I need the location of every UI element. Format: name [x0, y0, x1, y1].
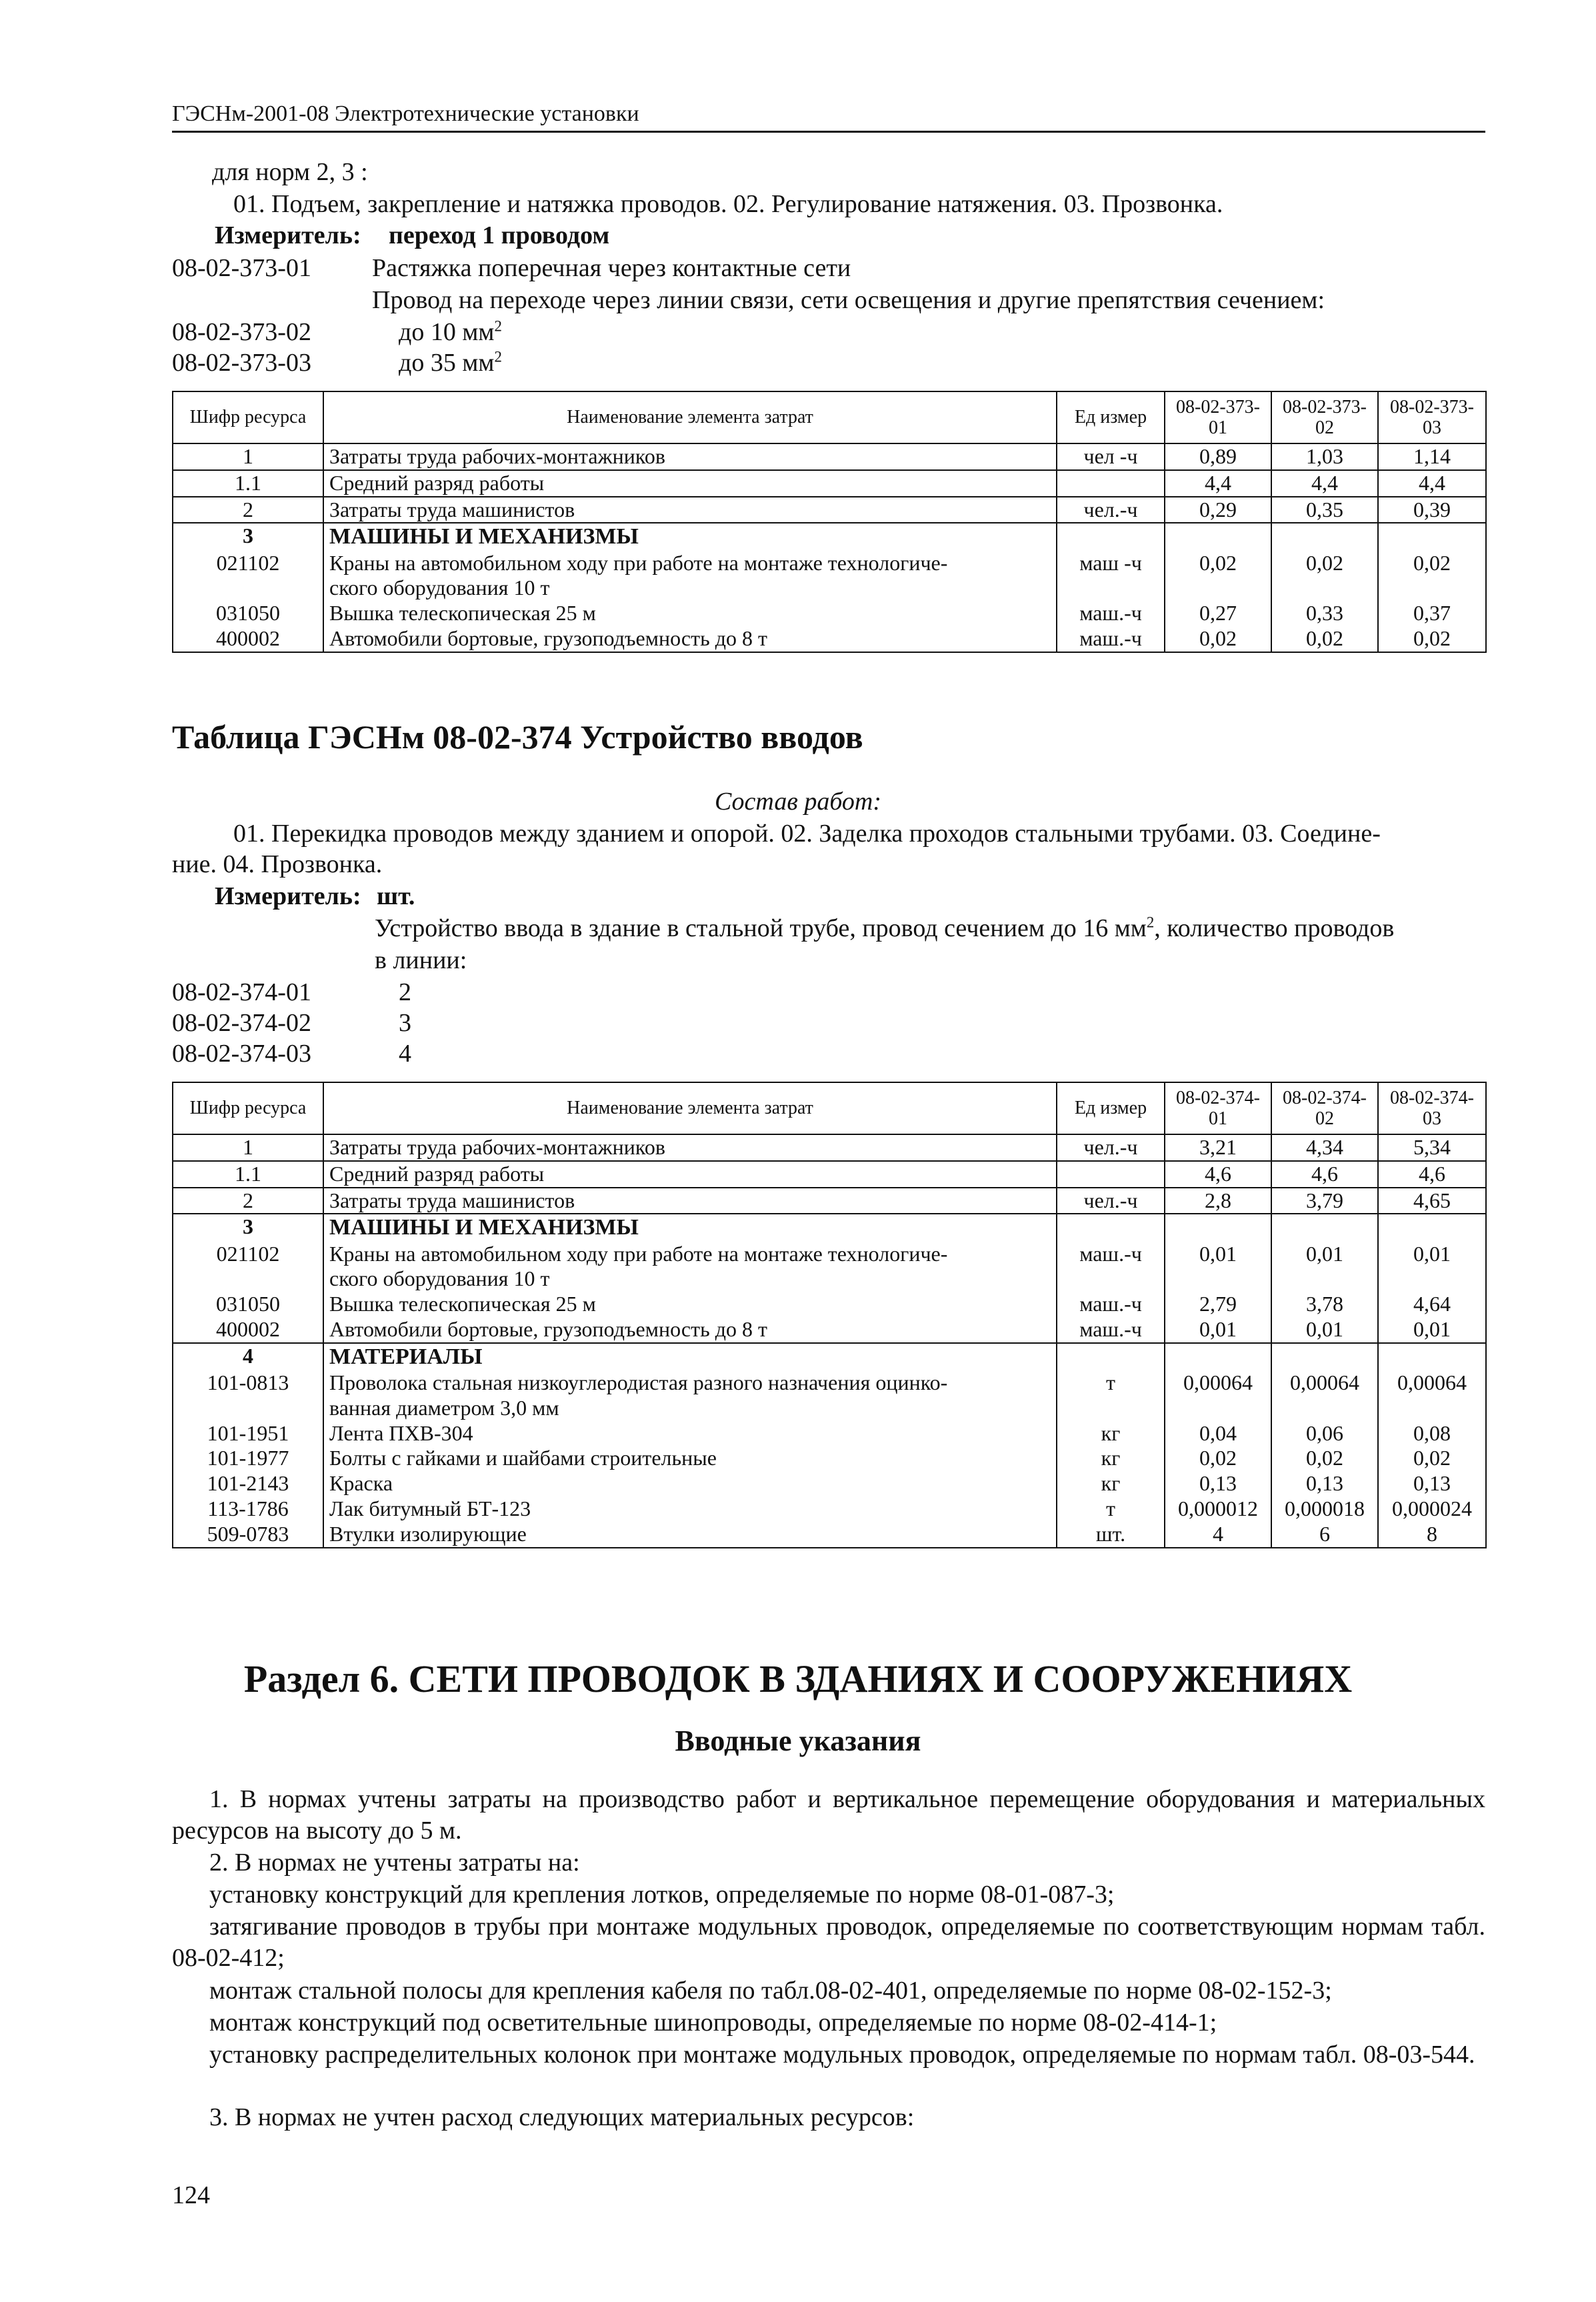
- norm-description: до 35 $мм^2$: [399, 348, 502, 377]
- cell-value: 0,000024: [1378, 1496, 1486, 1522]
- page-number: 124: [172, 2181, 210, 2209]
- cell-value: [1271, 1343, 1378, 1370]
- cell-value: [1378, 1266, 1486, 1292]
- cell-name: Средний разряд работы: [323, 1161, 1057, 1188]
- cell-value: 0,04: [1165, 1421, 1271, 1446]
- works-list-cont: ние. 04. Прозвонка.: [172, 850, 383, 878]
- cell-value: 0,02: [1378, 551, 1486, 576]
- cell-name: Краны на автомобильном ходу при работе на монтаже технологиче-: [323, 1242, 1057, 1267]
- cell-code: 021102: [173, 1242, 323, 1267]
- col-header-norm: 08-02-373-01: [1165, 391, 1271, 443]
- col-header-code: Шифр ресурса: [173, 1082, 323, 1134]
- cell-name: Краны на автомобильном ходу при работе на монтаже технологиче-: [323, 551, 1057, 576]
- cell-value: 0,000012: [1165, 1496, 1271, 1522]
- norm-description: Провод на переходе через линии связи, сети освещения и другие препятствия сечением:: [372, 286, 1325, 314]
- cell-name: Вышка телескопическая 25 м: [323, 601, 1057, 626]
- cell-unit: [1057, 1214, 1165, 1241]
- col-header-name: Наименование элемента затрат: [323, 391, 1057, 443]
- cell-value: [1378, 523, 1486, 550]
- norm-code: 08-02-373-03: [172, 349, 311, 377]
- cell-name: Лента ПХВ-304: [323, 1421, 1057, 1446]
- cell-code: 2: [173, 1188, 323, 1214]
- cell-value: 0,06: [1271, 1421, 1378, 1446]
- paragraph: 3. В нормах не учтен расход следующих материальных ресурсов:: [209, 2103, 915, 2131]
- cell-code: 101-1977: [173, 1446, 323, 1471]
- table-row: [173, 1317, 1486, 1343]
- cell-value: [1271, 1214, 1378, 1241]
- cell-code: 1.1: [173, 470, 323, 497]
- table-row: [173, 1496, 1486, 1522]
- cell-value: 0,02: [1378, 626, 1486, 652]
- cell-unit: шт.: [1057, 1522, 1165, 1548]
- cell-value: 0,33: [1271, 601, 1378, 626]
- cell-value: 3,78: [1271, 1292, 1378, 1317]
- cell-value: [1165, 1266, 1271, 1292]
- col-header-norm: 08-02-374-01: [1165, 1082, 1271, 1134]
- norm-description: Устройство ввода в здание в стальной трубе, провод сечением до 16 $мм^2$, количество проводов: [375, 914, 1395, 942]
- cell-unit: маш.-ч: [1057, 601, 1165, 626]
- table-row: [173, 601, 1486, 626]
- measure-value: шт.: [377, 882, 415, 910]
- cell-unit: маш.-ч: [1057, 1242, 1165, 1267]
- table-row: [173, 1446, 1486, 1471]
- cell-unit: кг: [1057, 1421, 1165, 1446]
- cell-value: 0,02: [1378, 1446, 1486, 1471]
- cell-name: Болты с гайками и шайбами строительные: [323, 1446, 1057, 1471]
- cell-value: 3,79: [1271, 1188, 1378, 1214]
- cell-code: 031050: [173, 601, 323, 626]
- cell-code: 031050: [173, 1292, 323, 1317]
- cell-value: [1271, 1396, 1378, 1421]
- cell-unit: [1057, 470, 1165, 497]
- cell-value: 0,13: [1165, 1471, 1271, 1496]
- cell-name: Автомобили бортовые, грузоподъемность до 8 т: [323, 626, 1057, 652]
- cell-name: Затраты труда рабочих-монтажников: [323, 1134, 1057, 1161]
- cell-code: 101-2143: [173, 1471, 323, 1496]
- col-header-norm: 08-02-373-03: [1378, 391, 1486, 443]
- paragraph: монтаж стальной полосы для крепления кабеля по табл.08-02-401, определяемые по норме 08-02-152-3;: [209, 1977, 1332, 2005]
- table-row: [173, 1343, 1486, 1370]
- table-row: [173, 1188, 1486, 1214]
- cell-code: [173, 576, 323, 601]
- cell-value: 0,02: [1165, 551, 1271, 576]
- cell-value: 0,02: [1271, 626, 1378, 652]
- cell-unit: маш.-ч: [1057, 626, 1165, 652]
- works-heading: Состав работ:: [714, 788, 882, 816]
- norm-code: 08-02-374-01: [172, 978, 311, 1006]
- norm-description: до 10 $мм^2$: [399, 317, 502, 346]
- cell-value: [1378, 1214, 1486, 1241]
- col-header-unit: Ед измер: [1057, 1082, 1165, 1134]
- cell-name: ванная диаметром 3,0 мм: [323, 1396, 1057, 1421]
- norm-value: 4: [399, 1040, 411, 1068]
- cell-unit: [1057, 1343, 1165, 1370]
- measure-label: Измеритель:: [215, 882, 361, 910]
- cell-value: 1,14: [1378, 443, 1486, 470]
- table-row: [173, 1266, 1486, 1292]
- cell-value: 5,34: [1378, 1134, 1486, 1161]
- cell-code: 101-1951: [173, 1421, 323, 1446]
- cell-code: [173, 1266, 323, 1292]
- norm-value: 3: [399, 1009, 411, 1037]
- cell-unit: маш -ч: [1057, 551, 1165, 576]
- cell-value: 2,79: [1165, 1292, 1271, 1317]
- cell-value: 2,8: [1165, 1188, 1271, 1214]
- paragraph: монтаж конструкций под осветительные шинопроводы, определяемые по норме 08-02-414-1;: [209, 2009, 1217, 2037]
- paragraph: установку конструкций для крепления лотков, определяемые по норме 08-01-087-3;: [209, 1881, 1115, 1909]
- paragraph: установку распределительных колонок при монтаже модульных проводок, определяемые по нормам табл. 08-03-544.: [209, 2041, 1475, 2069]
- cell-code: 101-0813: [173, 1370, 323, 1396]
- cell-value: [1378, 1396, 1486, 1421]
- cell-code: [173, 1396, 323, 1421]
- resource-table-373: [172, 391, 1487, 653]
- cell-value: [1271, 1266, 1378, 1292]
- cell-value: [1165, 1214, 1271, 1241]
- cell-value: 0,01: [1165, 1242, 1271, 1267]
- cell-value: 0,27: [1165, 601, 1271, 626]
- cell-value: 0,00064: [1378, 1370, 1486, 1396]
- cell-code: 400002: [173, 1317, 323, 1343]
- table-row: [173, 523, 1486, 550]
- norm-value: 2: [399, 978, 411, 1006]
- table-row: [173, 497, 1486, 523]
- cell-name: МАШИНЫ И МЕХАНИЗМЫ: [323, 1214, 1057, 1241]
- cell-name: Затраты труда машинистов: [323, 497, 1057, 523]
- cell-value: 4,6: [1165, 1161, 1271, 1188]
- section-title: Раздел 6. СЕТИ ПРОВОДОК В ЗДАНИЯХ И СООРУЖЕНИЯХ: [243, 1657, 1353, 1700]
- cell-value: 0,13: [1271, 1471, 1378, 1496]
- cell-value: 0,02: [1271, 1446, 1378, 1471]
- cell-value: [1271, 576, 1378, 601]
- paragraph: затягивание проводов в трубы при монтаже модульных проводок, определяемые по соответствующим нормам табл. 08-02-412;: [172, 1913, 1485, 1972]
- norm-code: 08-02-373-02: [172, 318, 311, 346]
- running-header: ГЭСНм-2001-08 Электротехнические установки: [172, 101, 1485, 133]
- cell-unit: маш.-ч: [1057, 1292, 1165, 1317]
- cell-name: Затраты труда рабочих-монтажников: [323, 443, 1057, 470]
- cell-value: 0,00064: [1271, 1370, 1378, 1396]
- cell-value: 0,02: [1271, 551, 1378, 576]
- resource-table-374: [172, 1082, 1487, 1548]
- cell-unit: кг: [1057, 1471, 1165, 1496]
- norm-code: 08-02-374-03: [172, 1040, 311, 1068]
- cell-unit: т: [1057, 1496, 1165, 1522]
- cell-code: 400002: [173, 626, 323, 652]
- cell-value: 0,02: [1165, 626, 1271, 652]
- cell-value: 0,08: [1378, 1421, 1486, 1446]
- measure-value: переход 1 проводом: [389, 221, 610, 249]
- cell-value: 4,4: [1378, 470, 1486, 497]
- cell-value: 0,37: [1378, 601, 1486, 626]
- cell-name: Проволока стальная низкоуглеродистая разного назначения оцинко-: [323, 1370, 1057, 1396]
- cell-value: 0,39: [1378, 497, 1486, 523]
- cell-unit: [1057, 1161, 1165, 1188]
- cell-code: 509-0783: [173, 1522, 323, 1548]
- cell-code: 3: [173, 1214, 323, 1241]
- cell-value: 0,35: [1271, 497, 1378, 523]
- cell-unit: чел -ч: [1057, 443, 1165, 470]
- table-row: [173, 1292, 1486, 1317]
- cell-value: 4,65: [1378, 1188, 1486, 1214]
- cell-unit: [1057, 523, 1165, 550]
- cell-code: 1: [173, 1134, 323, 1161]
- cell-value: 0,00064: [1165, 1370, 1271, 1396]
- cell-unit: [1057, 576, 1165, 601]
- col-header-code: Шифр ресурса: [173, 391, 323, 443]
- cell-unit: [1057, 1396, 1165, 1421]
- cell-value: [1378, 576, 1486, 601]
- col-header-name: Наименование элемента затрат: [323, 1082, 1057, 1134]
- table-row: [173, 470, 1486, 497]
- works-list: 01. Подъем, закрепление и натяжка проводов. 02. Регулирование натяжения. 03. Прозвонка.: [233, 190, 1223, 218]
- cell-name: ского оборудования 10 т: [323, 1266, 1057, 1292]
- cell-value: [1165, 576, 1271, 601]
- cell-name: Затраты труда машинистов: [323, 1188, 1057, 1214]
- measure-label: Измеритель:: [215, 221, 361, 249]
- cell-value: 4,4: [1271, 470, 1378, 497]
- cell-unit: чел.-ч: [1057, 497, 1165, 523]
- cell-name: МАТЕРИАЛЫ: [323, 1343, 1057, 1370]
- cell-value: [1271, 523, 1378, 550]
- cell-value: 4: [1165, 1522, 1271, 1548]
- cell-code: 113-1786: [173, 1496, 323, 1522]
- table-row: [173, 443, 1486, 470]
- cell-unit: [1057, 1266, 1165, 1292]
- paragraph: 2. В нормах не учтены затраты на:: [209, 1849, 580, 1877]
- table-title: Таблица ГЭСНм 08-02-374 Устройство вводов: [172, 718, 863, 756]
- cell-name: Краска: [323, 1471, 1057, 1496]
- cell-value: 8: [1378, 1522, 1486, 1548]
- table-row: [173, 1396, 1486, 1421]
- norm-description-cont: в линии:: [375, 946, 467, 974]
- section-subtitle: Вводные указания: [675, 1724, 921, 1757]
- cell-value: 0,13: [1378, 1471, 1486, 1496]
- table-row: [173, 1370, 1486, 1396]
- cell-value: 6: [1271, 1522, 1378, 1548]
- table-row: [173, 1161, 1486, 1188]
- cell-code: 021102: [173, 551, 323, 576]
- table-row: [173, 1421, 1486, 1446]
- cell-unit: маш.-ч: [1057, 1317, 1165, 1343]
- table-row: [173, 626, 1486, 652]
- cell-value: [1165, 1343, 1271, 1370]
- cell-code: 1.1: [173, 1161, 323, 1188]
- cell-value: 3,21: [1165, 1134, 1271, 1161]
- table-row: [173, 551, 1486, 576]
- cell-value: 0,01: [1271, 1242, 1378, 1267]
- cell-value: 0,89: [1165, 443, 1271, 470]
- cell-name: Лак битумный БТ-123: [323, 1496, 1057, 1522]
- col-header-norm: 08-02-374-02: [1271, 1082, 1378, 1134]
- cell-unit: чел.-ч: [1057, 1188, 1165, 1214]
- cell-value: [1378, 1343, 1486, 1370]
- cell-unit: кг: [1057, 1446, 1165, 1471]
- cell-code: 2: [173, 497, 323, 523]
- cell-code: 3: [173, 523, 323, 550]
- cell-value: 4,64: [1378, 1292, 1486, 1317]
- col-header-norm: 08-02-373-02: [1271, 391, 1378, 443]
- cell-value: 0,02: [1165, 1446, 1271, 1471]
- col-header-unit: Ед измер: [1057, 391, 1165, 443]
- cell-code: 1: [173, 443, 323, 470]
- col-header-norm: 08-02-374-03: [1378, 1082, 1486, 1134]
- table-row: [173, 1522, 1486, 1548]
- cell-value: 4,6: [1271, 1161, 1378, 1188]
- table-row: [173, 1134, 1486, 1161]
- cell-value: 4,34: [1271, 1134, 1378, 1161]
- cell-value: [1165, 523, 1271, 550]
- norm-description: Растяжка поперечная через контактные сети: [372, 254, 851, 282]
- cell-value: 0,01: [1378, 1242, 1486, 1267]
- cell-name: Втулки изолирующие: [323, 1522, 1057, 1548]
- norm-code: 08-02-373-01: [172, 254, 311, 282]
- cell-value: 0,01: [1165, 1317, 1271, 1343]
- cell-name: Автомобили бортовые, грузоподъемность до 8 т: [323, 1317, 1057, 1343]
- cell-name: МАШИНЫ И МЕХАНИЗМЫ: [323, 523, 1057, 550]
- table-row: [173, 1242, 1486, 1267]
- norms-intro: для норм 2, 3 :: [212, 158, 368, 186]
- cell-value: 0,29: [1165, 497, 1271, 523]
- cell-value: 0,01: [1271, 1317, 1378, 1343]
- cell-value: [1165, 1396, 1271, 1421]
- cell-unit: чел.-ч: [1057, 1134, 1165, 1161]
- table-row: [173, 576, 1486, 601]
- cell-value: 4,4: [1165, 470, 1271, 497]
- cell-value: 1,03: [1271, 443, 1378, 470]
- norm-code: 08-02-374-02: [172, 1009, 311, 1037]
- works-list: 01. Перекидка проводов между зданием и опорой. 02. Заделка проходов стальными трубами. 03. Соедине-: [233, 820, 1381, 848]
- cell-name: ского оборудования 10 т: [323, 576, 1057, 601]
- cell-value: 0,000018: [1271, 1496, 1378, 1522]
- table-row: [173, 1471, 1486, 1496]
- cell-value: 0,01: [1378, 1317, 1486, 1343]
- cell-unit: т: [1057, 1370, 1165, 1396]
- cell-name: Средний разряд работы: [323, 470, 1057, 497]
- cell-name: Вышка телескопическая 25 м: [323, 1292, 1057, 1317]
- cell-value: 4,6: [1378, 1161, 1486, 1188]
- table-row: [173, 1214, 1486, 1241]
- paragraph: 1. В нормах учтены затраты на производство работ и вертикальное перемещение оборудования и материальных ресурсов на высоту до 5 м.: [172, 1785, 1485, 1845]
- cell-code: 4: [173, 1343, 323, 1370]
